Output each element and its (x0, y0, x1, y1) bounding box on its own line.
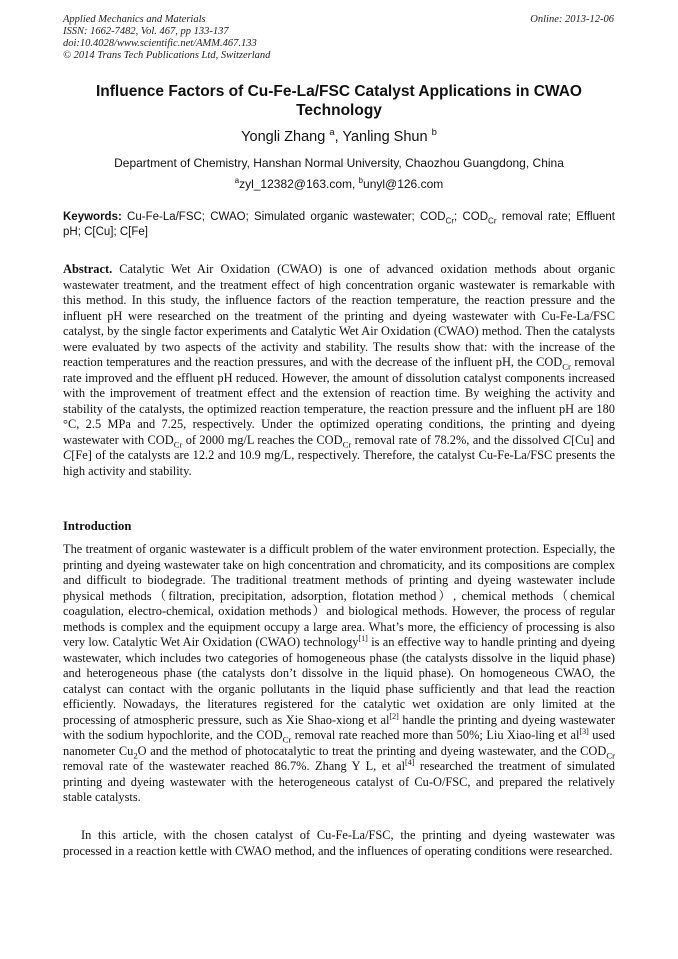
keywords-text-1: Cu-Fe-La/FSC; CWAO; Simulated organic wastewater; COD (121, 211, 446, 223)
introduction-heading: Introduction (63, 519, 132, 533)
journal-doi: doi:10.4028/www.scientific.net/AMM.467.133 (63, 38, 257, 49)
abstract-label: Abstract. (63, 262, 113, 276)
intro-text-7: removal rate of the wastewater reached 86.7%. Zhang Y L, et al (63, 759, 406, 773)
email-a-mark: a (234, 176, 240, 185)
citation-3: [3] (579, 726, 589, 736)
intro-text-8: researched the treatment of simulated printing and dyeing wastewater with the heterogeneous catalyst of Cu-O/FSC, and prepared the relatively stable catalysts. (63, 759, 615, 804)
intro-text-5: used nanometer Cu (63, 728, 616, 758)
keywords-text-2: ; COD (454, 211, 489, 223)
abstract-italic-2: C (63, 448, 72, 462)
email-separator: , (352, 177, 359, 191)
intro-text-2: is an effective way to handle printing and dyeing wastewater, which includes two categories of homogeneous phase (the catalysts dissolve in the liquid phase) and heterogeneous phase (the catalysts don’t dissolve in the liquid phase). On homogeneous CWAO, the catalyst can contact with the organic pollutants in the liquid phase sufficiently and that lead the reaction efficiently. Nowadays, the literatures registered for the catalytic wet oxidation are only limited at the processing of atmospheric pressure, such as Xie Shao-xiong et al (63, 635, 615, 727)
abstract-text-6: [Fe] of the catalysts are 12.2 and 10.9 mg/L, respectively. Therefore, the catalyst Cu-Fe-La/FSC presents the high activity and stability. (63, 448, 615, 478)
abstract-sub-1: Cr (562, 361, 571, 372)
keywords (63, 210, 615, 240)
title-line-2: Technology (296, 102, 382, 119)
citation-2: [2] (389, 711, 399, 721)
abstract-text-4: removal rate of 78.2%, and the dissolved (351, 432, 563, 447)
email-a: zyl_12382@163.com (239, 177, 352, 191)
intro-sub-2: 2 (133, 749, 138, 760)
abstract-sub-2: Cr (173, 438, 183, 449)
intro-text-6: O and the method of photocatalytic to treat the printing and dyeing wastewater, and the COD (137, 743, 607, 758)
abstract-text-2: removal rate improved and the effluent pH reduced. However, the amount of dissolution catalyst components increased with the improvement of treatment effect and the extension of reaction time. By weighing the activity and stability of the catalysts, the optimized reaction temperature, the reaction pressure and the influent pH are 180 °C, 2.5 MPa and 7.25, respectively. Under the optimized operating conditions, the printing and dyeing wastewater with COD (63, 355, 615, 447)
abstract-text-1: Catalytic Wet Air Oxidation (CWAO) is one of advanced oxidation methods about organic wastewater treatment, and the treatment effect of high concentration organic wastewater is remarkable with this method. In this study, the influence factors of the reaction temperature, the reaction pressure and the influent pH were researched on the treatment of the printing and dyeing wastewater with Cu-Fe-La/FSC catalyst, by the single factor experiments and Catalytic Wet Air Oxidation (CWAO) method. Then the catalysts were evaluated by two aspects of the activity and stability. The results show that: with the increase of the reaction temperatures and the reaction pressures, and with the decrease of the influent pH, the COD (63, 262, 615, 369)
journal-name: Applied Mechanics and Materials (63, 14, 206, 25)
citation-4: [4] (405, 757, 415, 767)
email-b: unyl@126.com (363, 177, 444, 191)
online-date: Online: 2013-12-06 (530, 14, 614, 25)
author-1-mark: a (329, 126, 335, 138)
abstract-text-5: [Cu] and (571, 432, 615, 447)
author-2-name: Yanling Shun (342, 129, 428, 145)
author-separator: , (334, 129, 343, 145)
paper-title (63, 82, 615, 120)
author-1-name: Yongli Zhang (241, 129, 326, 145)
keywords-sub-1: Cr (445, 216, 455, 226)
intro-sub-3: Cr (606, 749, 615, 760)
intro-sub-1: Cr (282, 734, 292, 745)
intro-text-4: removal rate reached more than 50%; Liu Xiao-ling et al (291, 728, 580, 742)
journal-issn: ISSN: 1662-7482, Vol. 467, pp 133-137 (63, 26, 229, 37)
abstract (63, 262, 615, 479)
title-line-1: Influence Factors of Cu-Fe-La/FSC Catalyst Applications in CWAO (95, 83, 582, 100)
intro-text-3: handle the printing and dyeing wastewater with the sodium hypochlorite, and the COD (63, 712, 616, 742)
abstract-text-3: of 2000 mg/L reaches the COD (182, 432, 343, 447)
keywords-label: Keywords: (63, 211, 122, 223)
author-2-mark: b (431, 126, 437, 138)
keywords-text-3: removal rate; Effluent pH; C[Cu]; C[Fe] (63, 211, 615, 238)
author-emails (63, 177, 615, 191)
abstract-sub-3: Cr (342, 438, 352, 449)
introduction-paragraph-2: In this article, with the chosen catalyst of Cu-Fe-La/FSC, the printing and dyeing wastewater was processed in a reaction kettle with CWAO method, and the influences of operating conditions were researched. (63, 828, 615, 858)
affiliation: Department of Chemistry, Hanshan Normal University, Chaozhou Guangdong, China (114, 156, 564, 170)
keywords-sub-2: Cr (488, 216, 497, 226)
email-b-mark: b (358, 176, 364, 185)
author-list (63, 126, 615, 145)
journal-copyright: © 2014 Trans Tech Publications Ltd, Switzerland (63, 50, 271, 61)
intro-text-1: The treatment of organic wastewater is a difficult problem of the water environment protection. Especially, the printing and dyeing wastewater take on high concentration and chromaticity, and its compositions are complex and difficult to biodegrade. The traditional treatment methods of printing and dyeing wastewater include physical methods（filtration, precipitation, adsorption, flotation method）, chemical methods（chemical coagulation, electro-chemical, oxidation methods）and biological methods. However, the process of regular methods is complex and the equipment occupy a large area. What’s more, the efficiency of processing is also very low. Catalytic Wet Air Oxidation (CWAO) technology (63, 542, 615, 649)
abstract-italic-1: C (562, 432, 571, 447)
journal-header (63, 14, 270, 62)
citation-1: [1] (358, 633, 368, 643)
introduction-paragraph-1 (63, 542, 615, 806)
